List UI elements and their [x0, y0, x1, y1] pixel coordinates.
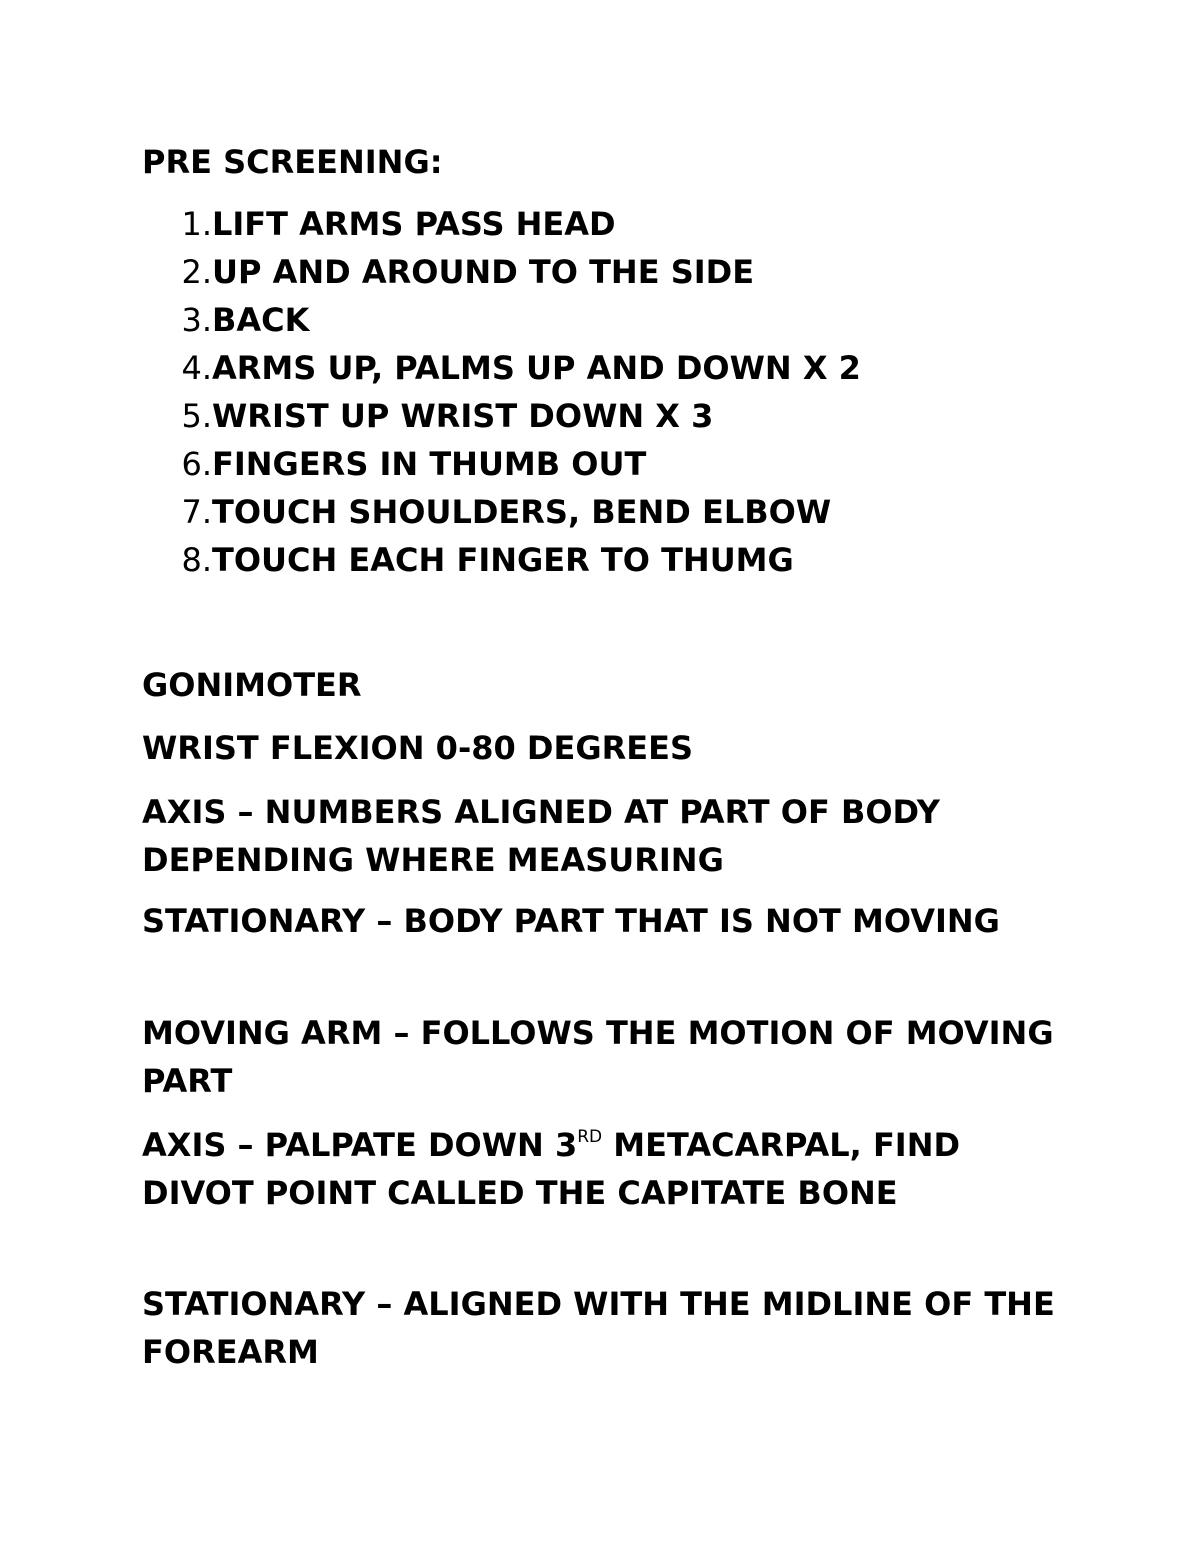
list-item — [142, 200, 861, 248]
goniometer-heading: GONIMOTER — [142, 666, 362, 704]
list-item-text: ARMS UP, PALMS UP AND DOWN X 2 — [212, 349, 861, 387]
list-item-text: TOUCH SHOULDERS, BEND ELBOW — [212, 493, 832, 531]
list-item — [142, 344, 861, 392]
list-number: 8. — [181, 541, 212, 579]
list-item-text: TOUCH EACH FINGER TO THUMG — [212, 541, 794, 579]
list-number: 2. — [181, 253, 212, 291]
list-number: 1. — [181, 205, 212, 243]
list-item — [142, 488, 861, 536]
list-item — [142, 392, 861, 440]
list-number: 4. — [181, 349, 212, 387]
axis-palpate-text-start: AXIS – PALPATE DOWN 3 — [142, 1126, 578, 1164]
prescreening-list — [142, 200, 861, 584]
list-number: 6. — [181, 445, 212, 483]
list-item — [142, 536, 861, 584]
list-item-text: UP AND AROUND TO THE SIDE — [212, 253, 755, 291]
stationary-definition: STATIONARY – BODY PART THAT IS NOT MOVING — [142, 902, 1000, 940]
list-item — [142, 296, 861, 344]
list-item — [142, 248, 861, 296]
list-item-text: FINGERS IN THUMB OUT — [212, 445, 647, 483]
axis-palpate-instruction — [142, 1121, 1062, 1217]
list-item-text: LIFT ARMS PASS HEAD — [212, 205, 616, 243]
list-item — [142, 440, 861, 488]
axis-definition: AXIS – NUMBERS ALIGNED AT PART OF BODY DEPENDING WHERE MEASURING — [142, 793, 940, 879]
wrist-flexion-text: WRIST FLEXION 0-80 DEGREES — [142, 729, 693, 767]
list-item-text: WRIST UP WRIST DOWN X 3 — [212, 397, 714, 435]
moving-arm-definition: MOVING ARM – FOLLOWS THE MOTION OF MOVING PART — [142, 1014, 1054, 1100]
prescreening-heading: PRE SCREENING: — [142, 143, 443, 181]
list-number: 7. — [181, 493, 212, 531]
list-number: 5. — [181, 397, 212, 435]
stationary-alignment-instruction: STATIONARY – ALIGNED WITH THE MIDLINE OF THE FOREARM — [142, 1285, 1055, 1371]
ordinal-superscript: RD — [577, 1127, 603, 1147]
axis-palpate-text-end: METACARPAL, FIND DIVOT POINT CALLED THE CAPITATE BONE — [142, 1126, 961, 1212]
list-number: 3. — [181, 301, 212, 339]
list-item-text: BACK — [212, 301, 310, 339]
